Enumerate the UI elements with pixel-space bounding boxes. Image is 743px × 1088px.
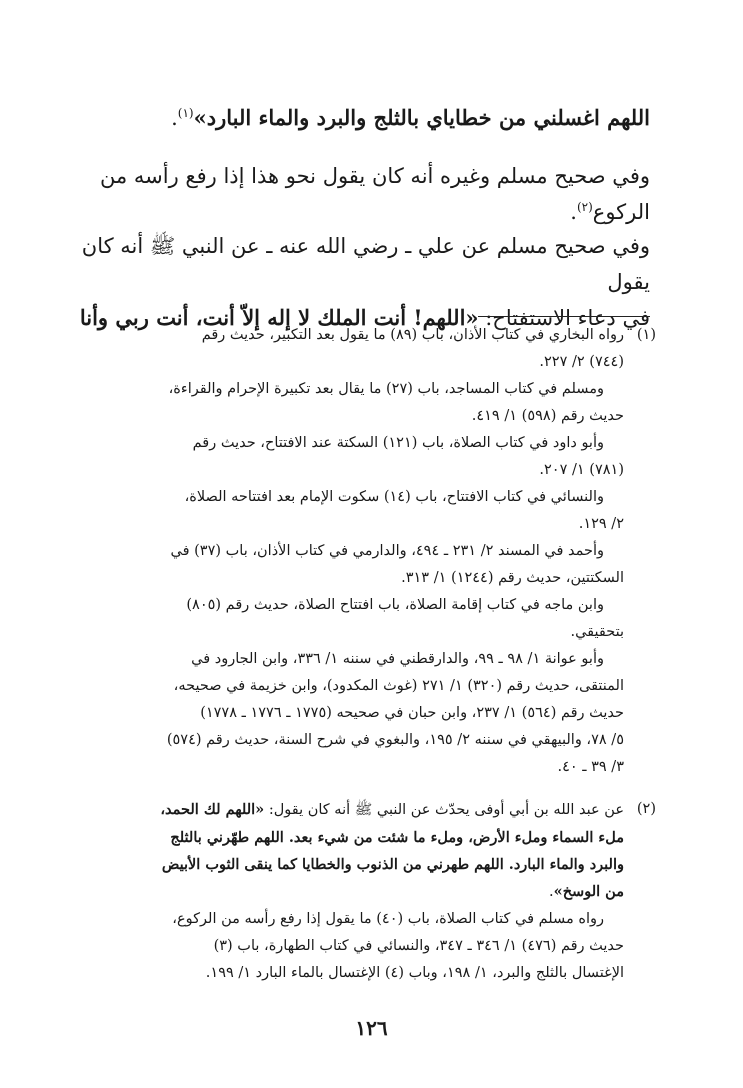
footnote-1-line: وأبو داود في كتاب الصلاة، باب (١٢١) السكتة عند الافتتاح، حديث رقم xyxy=(192,435,604,451)
paragraph-3-intro: في دعاء الاستفتاح: xyxy=(478,306,650,330)
dua-quote: «اللهم! أنت الملك لا إله إلاّ أنت، أنت ربي وأنا xyxy=(79,305,479,330)
footnote-1-line: والنسائي في كتاب الافتتاح، باب (١٤) سكوت الإمام بعد افتتاحه الصلاة، xyxy=(184,489,604,505)
footnote-2-quote-start: «اللهم لك الحمد، xyxy=(160,801,265,818)
footnote-1-line: وابن ماجه في كتاب إقامة الصلاة، باب افتتاح الصلاة، حديث رقم (٨٠٥) xyxy=(186,597,604,613)
footnote-2-quote-end: من الوسخ» xyxy=(553,883,624,900)
footnote-2-line: والبرد والماء البارد. اللهم طهرني من الذنوب والخطايا كما ينقى الثوب الأبيض xyxy=(161,856,624,873)
footnote-1-line: ٣/ ٣٩ ـ ٤٠. xyxy=(557,759,624,775)
footnote-1-line: ٥/ ٧٨، والبيهقي في سننه ٢/ ١٩٥، والبغوي في شرح السنة، حديث رقم (٥٧٤) xyxy=(166,732,624,748)
footnote-1-line: السكتتين، حديث رقم (١٢٤٤) ١/ ٣١٣. xyxy=(401,570,624,586)
paragraph-2 xyxy=(58,158,650,230)
footnote-2-line: الإغتسال بالثلج والبرد، ١/ ١٩٨، وباب (٤) الإغتسال بالماء البارد ١/ ١٩٩. xyxy=(205,965,624,981)
paragraph-3-line-1: وفي صحيح مسلم عن علي ـ رضي الله عنه ـ عن النبي ﷺ أنه كان يقول xyxy=(81,234,650,294)
footnote-1-line: حديث رقم (٥٩٨) ١/ ٤١٩. xyxy=(471,408,624,424)
footnote-1-line: بتحقيقي. xyxy=(570,624,624,640)
line-end: . xyxy=(171,106,178,130)
footnote-1-line: المنتقى، حديث رقم (٣٢٠) ١/ ٢٧١ (غوث المكدود)، وابن خزيمة في صحيحه، xyxy=(173,678,624,694)
footnote-2-number: (٢) xyxy=(636,801,656,817)
page-number: ١٢٦ xyxy=(355,1016,388,1040)
hadith-quote: اللهم اغسلني من خطاياي بالثلج والبرد والماء البارد» xyxy=(193,105,650,130)
footnote-ref-1[interactable]: (١) xyxy=(177,106,194,120)
footnote-1-line: (٧٤٤) ٢/ ٢٢٧. xyxy=(539,354,624,370)
footnote-1-line: ومسلم في كتاب المساجد، باب (٢٧) ما يقال بعد تكبيرة الإحرام والقراءة، xyxy=(168,381,604,397)
footnote-2-line: حديث رقم (٤٧٦) ١/ ٣٤٦ ـ ٣٤٧، والنسائي في كتاب الطهارة، باب (٣) xyxy=(213,938,624,954)
paragraph-3 xyxy=(58,228,650,336)
footnote-2 xyxy=(58,796,656,987)
footnote-1-line: وأحمد في المسند ٢/ ٢٣١ ـ ٤٩٤، والدارمي في كتاب الأذان، باب (٣٧) في xyxy=(170,543,604,559)
main-line-1 xyxy=(58,100,650,136)
footnote-2-line: رواه مسلم في كتاب الصلاة، باب (٤٠) ما يقول إذا رفع رأسه من الركوع، xyxy=(172,911,604,927)
footnote-1-number: (١) xyxy=(636,327,656,343)
line-end: . xyxy=(549,884,554,900)
footnote-ref-2[interactable]: (٢) xyxy=(576,200,593,214)
paragraph-2-line-2 xyxy=(58,194,650,230)
footnote-1 xyxy=(58,322,656,781)
footnote-1-line: ٢/ ١٢٩. xyxy=(578,516,624,532)
footnote-1-line: وأبو عوانة ١/ ٩٨ ـ ٩٩، والدارقطني في سننه ١/ ٣٣٦، وابن الجارود في xyxy=(191,651,604,667)
paragraph-2-text: الركوع xyxy=(592,200,650,224)
footnote-2-line xyxy=(58,796,624,824)
footnote-1-line: حديث رقم (٥٦٤) ١/ ٢٣٧، وابن حبان في صحيحه (١٧٧٥ ـ ١٧٧٦ ـ ١٧٧٨) xyxy=(200,705,624,721)
line-end: . xyxy=(570,200,577,224)
footnote-2-intro: عن عبد الله بن أبي أوفى يحدّث عن النبي ﷺ أنه كان يقول: xyxy=(264,802,624,818)
footnote-2-line xyxy=(58,878,624,906)
footnote-2-line: ملء السماء وملء الأرض، وملء ما شئت من شيء بعد. اللهم طهّرني بالثلج xyxy=(170,829,624,846)
footnote-separator xyxy=(478,316,650,317)
footnote-1-line: رواه البخاري في كتاب الأذان، باب (٨٩) ما يقول بعد التكبير، حديث رقم xyxy=(201,327,624,343)
paragraph-2-line-1: وفي صحيح مسلم وغيره أنه كان يقول نحو هذا إذا رفع رأسه من xyxy=(100,164,650,188)
footnote-1-line: (٧٨١) ١/ ٢٠٧. xyxy=(539,462,624,478)
